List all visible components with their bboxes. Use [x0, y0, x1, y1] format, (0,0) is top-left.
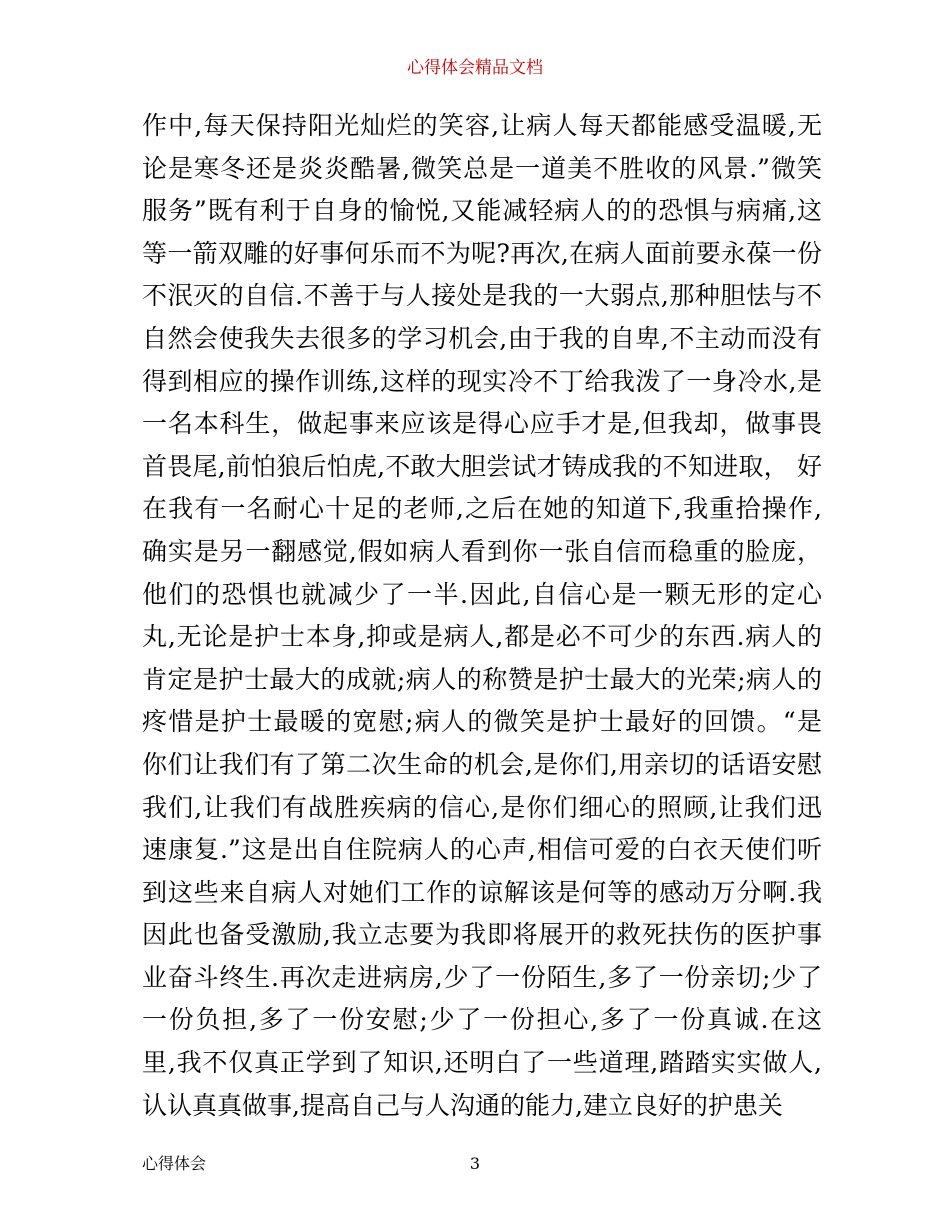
body-line: 他们的恐惧也就减少了一半.因此,自信心是一颗无形的定心 — [142, 579, 822, 609]
body-line: 业奋斗终生.再次走进病房,少了一份陌生,多了一份亲切;少了 — [142, 962, 822, 992]
body-line: 一名本科生，做起事来应该是得心应手才是,但我却，做事畏 — [142, 409, 822, 439]
body-line: 疼惜是护士最暖的宽慰;病人的微笑是护士最好的回馈。“是 — [142, 707, 822, 737]
page-header-title: 心得体会精品文档 — [407, 58, 543, 78]
body-line: 不泯灭的自信.不善于与人接处是我的一大弱点,那种胆怯与不 — [142, 281, 822, 311]
body-line: 一份负担,多了一份安慰;少了一份担心,多了一份真诚.在这 — [142, 1005, 822, 1035]
body-line: 服务”既有利于自身的愉悦,又能减轻病人的的恐惧与病痛,这 — [142, 196, 822, 226]
body-line: 我们,让我们有战胜疾病的信心,是你们细心的照顾,让我们迅 — [142, 792, 822, 822]
body-line: 在我有一名耐心十足的老师,之后在她的知道下,我重拾操作, — [142, 494, 822, 524]
body-line: 因此也备受激励,我立志要为我即将展开的救死扶伤的医护事 — [142, 920, 822, 950]
body-line: 你们让我们有了第二次生命的机会,是你们,用亲切的话语安慰 — [142, 749, 822, 779]
body-line: 速康复.”这是出自住院病人的心声,相信可爱的白衣天使们听 — [142, 835, 822, 865]
body-line: 论是寒冬还是炎炎酷暑,微笑总是一道美不胜收的风景.”微笑 — [142, 153, 822, 183]
body-line: 首畏尾,前怕狼后怕虎,不敢大胆尝试才铸成我的不知进取， 好 — [142, 451, 822, 481]
body-line: 里,我不仅真正学到了知识,还明白了一些道理,踏踏实实做人, — [142, 1048, 822, 1078]
body-line: 等一箭双雕的好事何乐而不为呢?再次,在病人面前要永葆一份 — [142, 238, 822, 268]
body-line: 作中,每天保持阳光灿烂的笑容,让病人每天都能感受温暖,无 — [142, 111, 822, 140]
body-line: 自然会使我失去很多的学习机会,由于我的自卑,不主动而没有 — [142, 323, 822, 353]
footer-label: 心得体会 — [142, 1154, 207, 1173]
body-line: 确实是另一翻感觉,假如病人看到你一张自信而稳重的脸庞， — [142, 536, 822, 566]
body-line: 肯定是护士最大的成就;病人的称赞是护士最大的光荣;病人的 — [142, 664, 822, 694]
body-line: 得到相应的操作训练,这样的现实冷不丁给我泼了一身冷水,是 — [142, 366, 822, 396]
page-number: 3 — [469, 1154, 481, 1173]
body-line: 到这些来自病人对她们工作的谅解该是何等的感动万分啊.我 — [142, 877, 822, 907]
body-line: 认认真真做事,提高自己与人沟通的能力,建立良好的护患关 — [142, 1090, 783, 1120]
body-line: 丸,无论是护士本身,抑或是病人,都是必不可少的东西.病人的 — [142, 622, 822, 652]
document-body — [142, 105, 822, 1127]
